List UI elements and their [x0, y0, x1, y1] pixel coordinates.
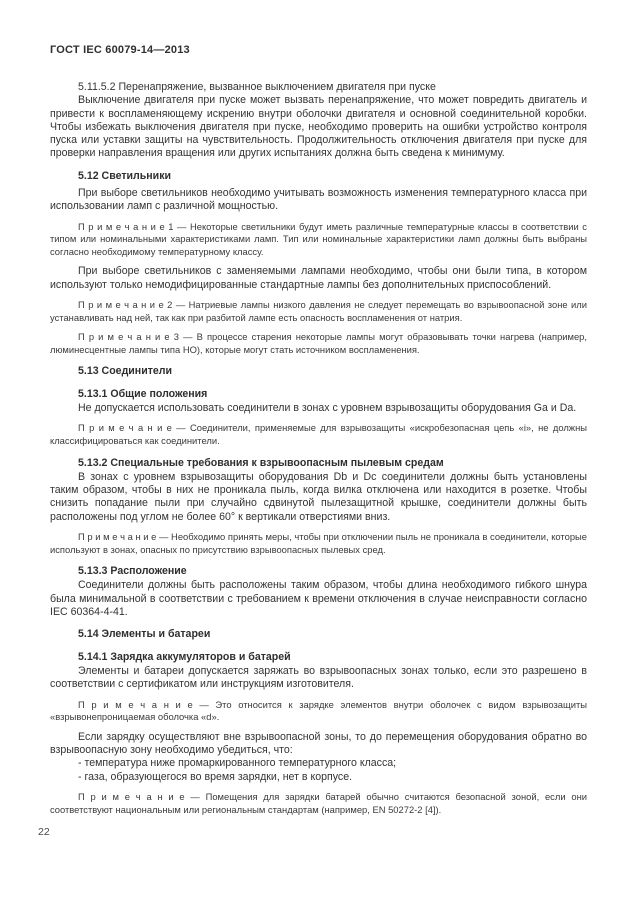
note-2: П р и м е ч а н и е 2 — Натриевые лампы низкого давления не следует перемещать во взрывоопасной зоне или устанавливать над ней, так как при разбитой лампе есть опасность воспламенения от натрия.	[50, 299, 587, 323]
note: П р и м е ч а н и е — Это относится к зарядке элементов внутри оболочек с видом взрывозащиты «взрывонепроницаемая оболочка «d».	[50, 698, 587, 723]
list-item: - газа, образующегося во время зарядки, нет в корпусе.	[78, 770, 353, 783]
note-3: П р и м е ч а н и е 3 — В процессе старения некоторые лампы могут образовывать точки нагрева (например, люминесцентные лампы типа НО), которые могут стать источником воспламенения.	[50, 331, 587, 355]
note: П р и м е ч а н и е — Помещения для зарядки батарей обычно считаются безопасной зоной, если они соответствуют национальным или региональным стандартам (например, EN 50272-2 [4]).	[50, 790, 587, 815]
paragraph: Элементы и батареи допускается заряжать во взрывоопасных зонах только, если это разрешено в соответствии с сертификатом или инструкциям изготовителя.	[50, 664, 587, 691]
paragraph: В зонах с уровнем взрывозащиты оборудования Db и Dc соединители должны быть установлены таким образом, чтобы в них не проникала пыль, когда вилка отключена или находится в розетке. Чтобы снизить попадание пыли при случайно сдвинутой пылезащитной крышке, соединители должны быть расположены под углом не более 60° к вертикали отверстиями вниз.	[50, 470, 587, 523]
subclause-title-5-11-5-2: 5.11.5.2 Перенапряжение, вызванное выключением двигателя при пуске	[78, 81, 436, 93]
paragraph: При выборе светильников необходимо учитывать возможность изменения температурного класса при использовании ламп с различной мощностью.	[50, 187, 587, 213]
note: П р и м е ч а н и е — Соединители, применяемые для взрывозащиты «искробезопасная цепь «i», не должны классифицироваться как соединители.	[50, 422, 587, 446]
heading-5-13-2: 5.13.2 Специальные требования к взрывоопасным пылевым средам	[78, 456, 444, 469]
note: П р и м е ч а н и е — Необходимо принять меры, чтобы при отключении пыль не проникала в соединители, которые используют в зонах, опасных по присутствию взрывоопасных пылевых сред.	[50, 530, 587, 555]
document-body	[50, 81, 587, 823]
heading-5-14: 5.14 Элементы и батареи	[78, 628, 211, 641]
paragraph: При выборе светильников с заменяемыми лампами необходимо, чтобы они были типа, в котором используют только немодифицированные стандартные лампы без дополнительных приспособлений.	[50, 265, 587, 291]
note-1: П р и м е ч а н и е 1 — Некоторые светильники будут иметь различные температурные классы в соответствии с типом или номинальными характеристиками ламп. Тип или номинальные характеристики ламп должны быть выбраны согласно необходимому температурному классу.	[50, 220, 587, 257]
paragraph: Если зарядку осуществляют вне взрывоопасной зоны, то до перемещения оборудования обратно во взрывоопасную зону необходимо убедиться, что:	[50, 730, 587, 757]
paragraph: Выключение двигателя при пуске может вызвать перенапряжение, что может повредить двигатель и привести к воспламеняющему искрению внутри оболочки двигателя и основной соединительной коробки. Чтобы избежать выключения двигателя при пуске, необходимо проверить на ошибки устройство контроля пуска или уставки защиты на чувствительность. Продолжительность отключения двигателя при пуске для проверки направления вращения или других испытаниях должна быть сведена к минимуму.	[50, 94, 587, 160]
paragraph: Соединители должны быть расположены таким образом, чтобы длина необходимого гибкого шнура была минимальной в соответствии с требованием к времени отключения в случае неисправности согласно IEC 60364-4-41.	[50, 579, 587, 619]
heading-5-13-1: 5.13.1 Общие положения	[78, 387, 208, 400]
heading-5-12: 5.12 Светильники	[78, 169, 172, 182]
page-number: 22	[38, 826, 50, 838]
heading-5-13: 5.13 Соединители	[78, 365, 173, 378]
list-item: - температура ниже промаркированного температурного класса;	[78, 757, 397, 770]
heading-5-14-1: 5.14.1 Зарядка аккумуляторов и батарей	[78, 650, 291, 663]
heading-5-13-3: 5.13.3 Расположение	[78, 565, 187, 578]
paragraph: Не допускается использовать соединители в зонах с уровнем взрывозащиты оборудования Ga и Da.	[78, 402, 577, 415]
standard-code-header: ГОСТ IEC 60079-14—2013	[50, 44, 190, 56]
